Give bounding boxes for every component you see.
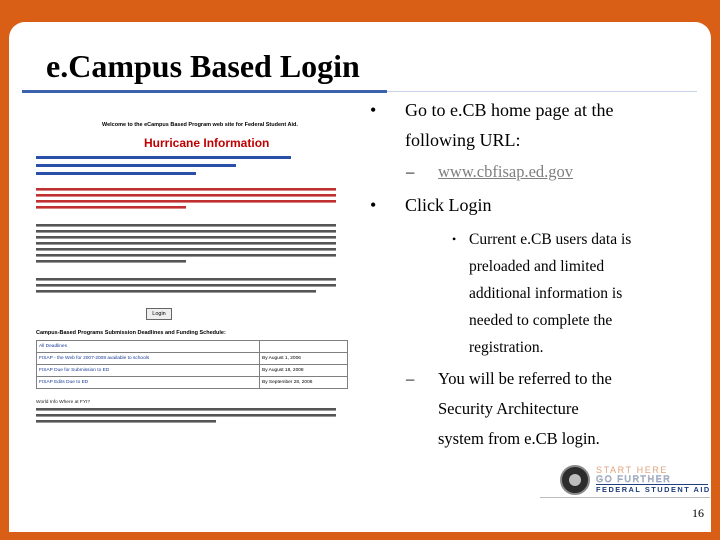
slide-frame-right	[711, 0, 720, 540]
table-row	[37, 341, 348, 353]
slide-frame-left	[0, 0, 9, 540]
dash-text: You will be referred to the	[438, 369, 612, 388]
bullet-text: following URL:	[405, 130, 521, 150]
dash-text: system from e.CB login.	[438, 429, 600, 448]
screenshot-welcome-text: Welcome to the eCampus Based Program web site for Federal Student Aid.	[102, 122, 298, 128]
title-underline	[22, 90, 387, 93]
screenshot-login-button: Login	[146, 308, 172, 320]
dash-mark: –	[406, 162, 415, 181]
screenshot-footer-title: World Info Where at FYI?	[36, 400, 91, 405]
sub-bullet-text: needed to complete the	[469, 312, 613, 329]
table-row	[37, 353, 348, 365]
department-seal-icon	[560, 465, 590, 495]
schedule-label: FISAP - the Web for 2007-2008 available to schools	[37, 353, 260, 365]
sub-bullet-text: additional information is	[469, 285, 623, 302]
screenshot-schedule-title: Campus-Based Programs Submission Deadlines and Funding Schedule:	[36, 330, 226, 336]
bullet-mark: •	[370, 195, 377, 215]
slide-title: e.Campus Based Login	[46, 48, 360, 84]
logo-line-fsa: FEDERAL STUDENT AID	[596, 485, 711, 494]
schedule-label: All Deadlines	[37, 341, 260, 353]
bullet-mark: •	[370, 100, 377, 120]
sub-bullet-text: Current e.CB users data is	[469, 231, 632, 248]
schedule-label: FISAP Due for Submission to ED	[37, 365, 260, 377]
schedule-date: By August 1, 2006	[260, 353, 348, 365]
screenshot-heading: Hurricane Information	[144, 136, 270, 150]
dash-text: Security Architecture	[438, 399, 579, 418]
bullet-text: Click Login	[405, 195, 492, 215]
footer-rule	[540, 497, 710, 498]
table-row	[37, 365, 348, 377]
title-underline-light	[387, 91, 697, 92]
page-number: 16	[692, 506, 704, 520]
sub-bullet-text: registration.	[469, 339, 544, 356]
dash-mark: –	[406, 369, 415, 388]
schedule-label: FISAP Edits Due to ED	[37, 377, 260, 389]
ecb-website-screenshot	[26, 112, 366, 432]
schedule-date: By September 28, 2006	[260, 377, 348, 389]
logo-line-go-further: GO FURTHER	[596, 474, 672, 484]
bullet-text: Go to e.CB home page at the	[405, 100, 614, 120]
sub-bullet-text: preloaded and limited	[469, 258, 605, 275]
schedule-date	[260, 341, 348, 353]
table-row	[37, 377, 348, 389]
schedule-date: By August 18, 2008	[260, 365, 348, 377]
fsa-logo	[560, 465, 710, 497]
bullet-mark: •	[452, 232, 457, 246]
screenshot-schedule-table	[36, 340, 348, 389]
slide-frame-bottom	[0, 532, 720, 540]
logo-line-start-here: START HERE	[596, 465, 669, 475]
cbfisap-url-link[interactable]: www.cbfisap.ed.gov	[438, 162, 574, 181]
